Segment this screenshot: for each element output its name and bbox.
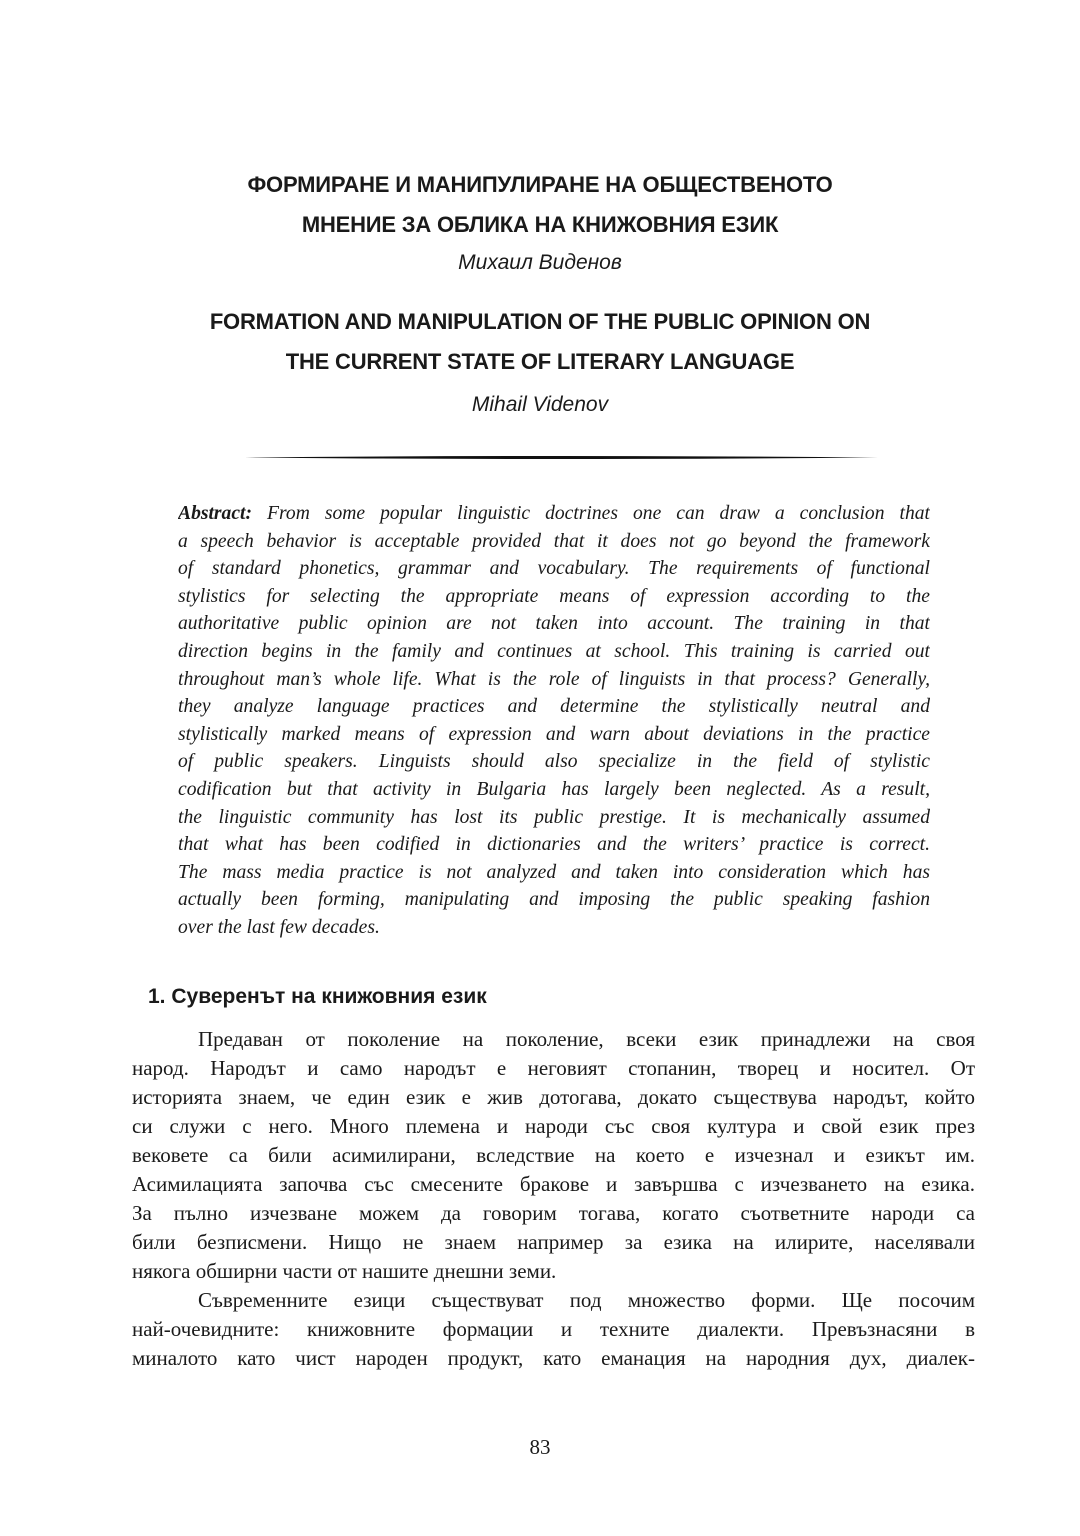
body-line: вековете са били асимилирани, вследствие на което е изчезнал и езикът им. xyxy=(132,1143,975,1167)
abstract-line: The mass media practice is not analyzed and taken into consideration which has xyxy=(178,861,930,883)
body-line: Съвременните езици съществуват под множество форми. Ще посочим xyxy=(198,1288,975,1312)
body-line: някога обширни части от нашите днешни земи. xyxy=(132,1259,557,1283)
abstract-line: the linguistic community has lost its public prestige. It is mechanically assumed xyxy=(178,806,930,828)
title-bg-line-1: ФОРМИРАНЕ И МАНИПУЛИРАНЕ НА ОБЩЕСТВЕНОТО xyxy=(247,172,833,197)
abstract-line: over the last few decades. xyxy=(178,916,380,938)
abstract-line: they analyze language practices and determine the stylistically neutral and xyxy=(178,696,930,718)
abstract-line: codification but that activity in Bulgaria has largely been neglected. As a result, xyxy=(178,778,930,800)
title-en-line-2: THE CURRENT STATE OF LITERARY LANGUAGE xyxy=(285,349,795,374)
abstract-label: Abstract: xyxy=(178,503,253,524)
section-heading: 1. Суверенът на книжовния език xyxy=(148,985,487,1008)
body-line: миналото като чист народен продукт, като еманация на народния дух, диалек- xyxy=(132,1346,975,1370)
abstract-line: stylistics for selecting the appropriate means of expression according to the xyxy=(178,585,930,607)
author-en: Mihail Videnov xyxy=(471,393,609,416)
abstract xyxy=(178,500,930,942)
abstract-line: throughout man’s whole life. What is the role of linguists in that process? Generally, xyxy=(178,668,930,690)
abstract-line: authoritative public opinion are not taken into account. The training in that xyxy=(178,613,930,635)
body-line: Предаван от поколение на поколение, всеки език принадлежи на своя xyxy=(198,1027,975,1051)
body-line: най-очевидните: книжовните формации и техните диалекти. Превъзнасяни в xyxy=(132,1317,975,1341)
body-line: си служи с него. Много племена и народи със своя култура и свой език през xyxy=(132,1114,975,1138)
body-line: историята знаем, че един език е жив дотогава, докато съществува народът, който xyxy=(132,1085,975,1109)
abstract-line: that what has been codified in dictionaries and the writers’ practice is correct. xyxy=(178,834,930,856)
body-line: народ. Народът и само народът е неговият стопанин, творец и носител. От xyxy=(132,1056,975,1080)
body-line: Асимилацията започва със смесените бракове и завършва с изчезването на езика. xyxy=(132,1172,975,1196)
abstract-line xyxy=(178,500,930,528)
abstract-line: direction begins in the family and continues at school. This training is carried out xyxy=(178,640,930,662)
abstract-line: of public speakers. Linguists should also specialize in the field of stylistic xyxy=(178,751,930,773)
body-text xyxy=(132,1025,975,1373)
abstract-line: of standard phonetics, grammar and vocabulary. The requirements of functional xyxy=(178,558,930,580)
title-bg-line-2: МНЕНИЕ ЗА ОБЛИКА НА КНИЖОВНИЯ ЕЗИК xyxy=(301,212,779,237)
abstract-line: stylistically marked means of expression and warn about deviations in the practice xyxy=(178,723,930,745)
page-number: 83 xyxy=(529,1435,551,1459)
abstract-line: actually been forming, manipulating and imposing the public speaking fashion xyxy=(178,889,930,911)
abstract-line: a speech behavior is acceptable provided that it does not go beyond the framework xyxy=(178,530,930,552)
author-bg: Михаил Виденов xyxy=(458,251,622,274)
body-line: били безписмени. Нищо не знаем например за езика на илирите, населявали xyxy=(132,1230,975,1254)
title-divider xyxy=(245,455,878,460)
abstract-text: From some popular linguistic doctrines one can draw a conclusion that xyxy=(267,503,930,524)
title-en-line-1: FORMATION AND MANIPULATION OF THE PUBLIC OPINION ON xyxy=(209,309,871,334)
body-line: За пълно изчезване можем да говорим тогава, когато съответните народи са xyxy=(132,1201,975,1225)
